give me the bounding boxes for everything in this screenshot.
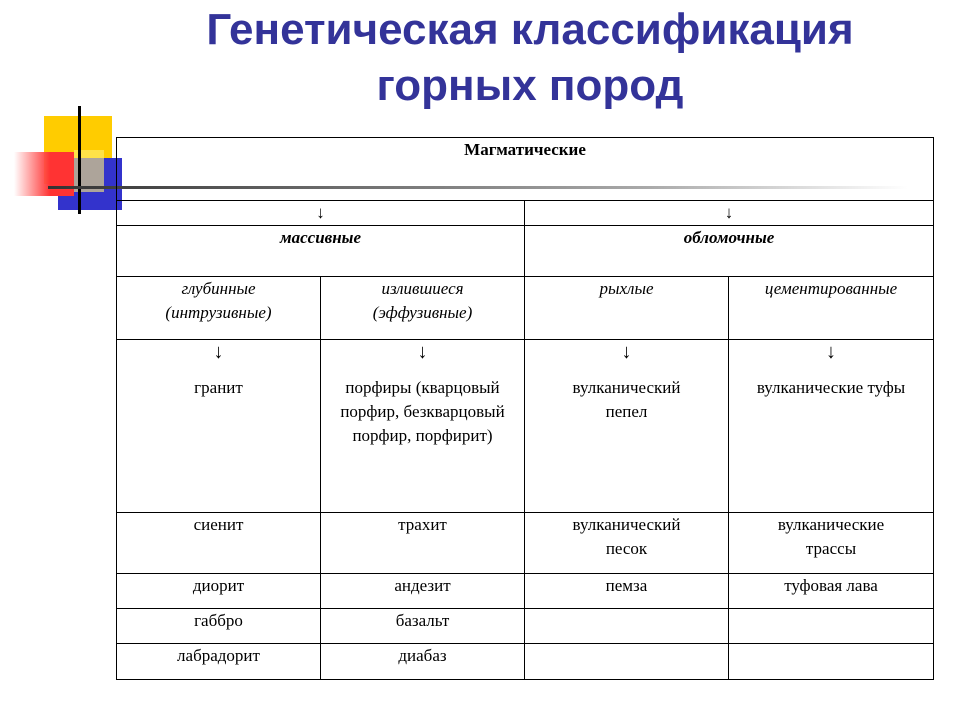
type-cell xyxy=(117,277,321,340)
decor-vertical-line xyxy=(78,106,81,214)
arrow-down-icon: ↓ xyxy=(826,341,837,363)
table-cell xyxy=(321,340,525,513)
cell-text: вулканический пепел xyxy=(572,378,681,421)
table-row xyxy=(117,340,934,513)
table-cell: базальт xyxy=(321,609,525,644)
table-cell: трахит xyxy=(321,513,525,574)
table-cell: сиенит xyxy=(117,513,321,574)
type-line: цементированные xyxy=(764,279,898,298)
arrow-down-icon: ↓ xyxy=(621,341,632,363)
table-row xyxy=(117,574,934,609)
cell-text: гранит xyxy=(194,378,243,397)
table-cell: туфовая лава xyxy=(729,574,934,609)
type-line: излившиеся xyxy=(381,279,464,298)
arrow-down-icon: ↓ xyxy=(417,341,428,363)
slide-title xyxy=(100,2,960,114)
cell-text: порфиры (кварцовый порфир, безкварцовый порфир, порфирит) xyxy=(340,378,505,445)
type-line: глубинные xyxy=(181,279,256,298)
arrow-down-icon: ↓ xyxy=(117,201,525,226)
arrow-row xyxy=(117,201,934,226)
table-row xyxy=(117,609,934,644)
type-line: (интрузивные) xyxy=(165,303,272,322)
table-cell xyxy=(729,644,934,680)
title-line-1: Генетическая классификация xyxy=(206,5,854,54)
cell-text: вулканические туфы xyxy=(756,378,906,397)
type-cell xyxy=(321,277,525,340)
arrow-down-icon: ↓ xyxy=(525,201,934,226)
main-header: Магматические xyxy=(117,138,934,201)
type-cell xyxy=(525,277,729,340)
table-cell: андезит xyxy=(321,574,525,609)
table-cell: диорит xyxy=(117,574,321,609)
type-line: рыхлые xyxy=(599,279,654,298)
table-cell xyxy=(525,340,729,513)
table-cell: диабаз xyxy=(321,644,525,680)
type-line: (эффузивные) xyxy=(372,303,473,322)
group-massive: массивные xyxy=(117,226,525,277)
table-cell: вулканический песок xyxy=(525,513,729,574)
table-cell: габбро xyxy=(117,609,321,644)
table-cell xyxy=(729,340,934,513)
types-row xyxy=(117,277,934,340)
table-cell: вулканические трассы xyxy=(729,513,934,574)
table-cell xyxy=(729,609,934,644)
classification-table xyxy=(116,137,934,680)
table-row xyxy=(117,513,934,574)
decor-red-square xyxy=(14,152,74,196)
table-cell xyxy=(525,609,729,644)
table-cell: пемза xyxy=(525,574,729,609)
table-cell: лабрадорит xyxy=(117,644,321,680)
type-cell xyxy=(729,277,934,340)
group-clastic: обломочные xyxy=(525,226,934,277)
arrow-down-icon: ↓ xyxy=(213,341,224,363)
header-row xyxy=(117,138,934,201)
table-cell xyxy=(525,644,729,680)
table-cell xyxy=(117,340,321,513)
group-row xyxy=(117,226,934,277)
table-row xyxy=(117,644,934,680)
title-line-2: горных пород xyxy=(376,61,684,110)
